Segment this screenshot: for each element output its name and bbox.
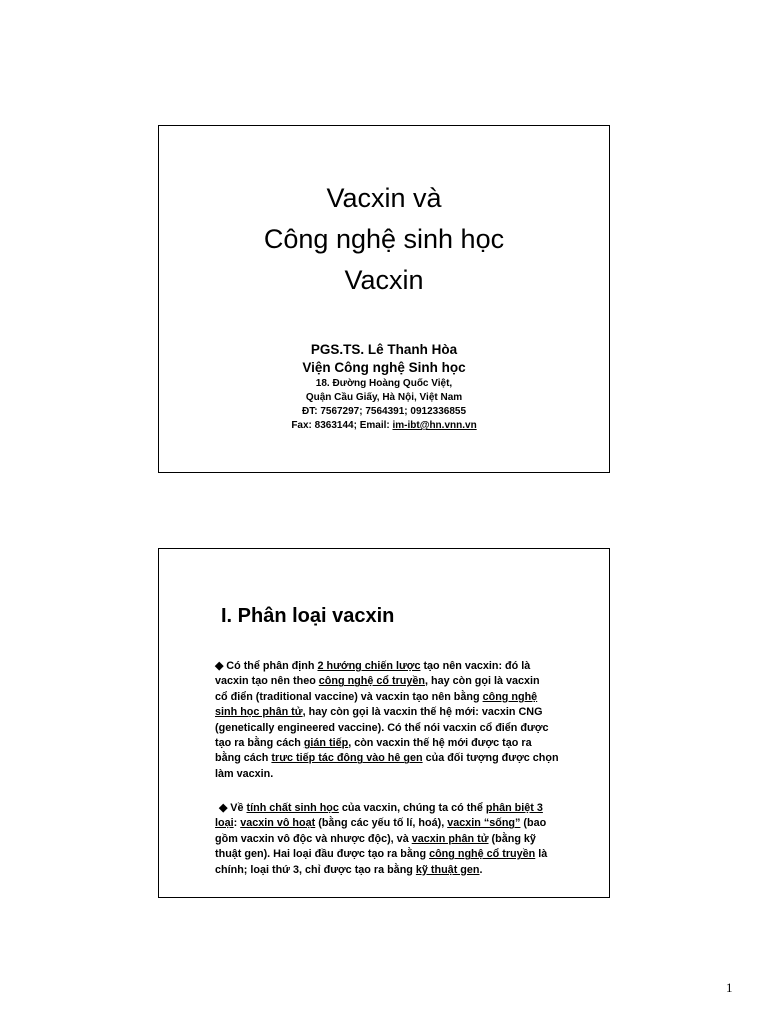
fax-email-line: [159, 419, 609, 433]
text-run: ◆ Về: [219, 802, 247, 814]
text-run: :: [233, 817, 241, 830]
title-slide: [158, 125, 610, 473]
biological-nature-paragraph: [215, 801, 609, 878]
paragraph-line: [215, 847, 609, 862]
underlined-term: vacxin phân tử: [411, 832, 489, 845]
strategy-paragraph: [215, 659, 609, 782]
underlined-term: gián tiếp: [303, 737, 349, 750]
text-run: là: [535, 848, 548, 861]
text-run: (bao: [520, 817, 547, 830]
text-run: chính; loại thứ 3, chỉ được tạo ra bằng: [215, 863, 416, 876]
text-run: .: [479, 863, 483, 876]
underlined-term: loại: [215, 817, 234, 830]
text-run: làm vacxin.: [215, 767, 274, 780]
phone-line: ĐT: 7567297; 7564391; 0912336855: [301, 406, 467, 417]
address-line-2: Quận Cầu Giấy, Hà Nội, Việt Nam: [305, 392, 463, 403]
underlined-term: 2 hướng chiến lược: [317, 660, 421, 672]
title-line-3: Vacxin: [344, 265, 424, 295]
paragraph-line: [215, 801, 609, 816]
text-run: của vacxin, chúng ta có thể: [338, 802, 486, 814]
slide-title: [159, 178, 609, 301]
underlined-term: tính chất sinh học: [246, 802, 339, 814]
author-block: [159, 341, 609, 433]
text-run: ◆ Có thể phân định: [215, 660, 318, 672]
paragraph-line: [215, 751, 609, 766]
text-run: cổ điển (traditional vaccine) và vacxin tạo nên bằng: [215, 690, 483, 703]
paragraph-line: [215, 690, 609, 705]
underlined-term: phân biệt 3: [485, 802, 543, 814]
text-run: gồm vacxin vô độc và nhược độc), và: [215, 832, 412, 845]
underlined-term: trực tiếp tác động vào hệ gen: [271, 752, 423, 765]
text-run: (bằng các yếu tố lí, hoá),: [315, 817, 448, 830]
paragraph-line: [215, 767, 609, 782]
underlined-term: công nghệ: [482, 690, 538, 703]
slide-heading: I. Phân loại vacxin: [221, 605, 395, 627]
text-run: tạo ra bằng cách: [215, 737, 304, 750]
underlined-term: vacxin vô hoạt: [240, 817, 316, 830]
paragraph-line: [215, 863, 609, 878]
underlined-term: kỹ thuật gen: [415, 863, 480, 876]
paragraph-line: [215, 816, 609, 831]
paragraph-line: [215, 736, 609, 751]
paragraph-line: [215, 721, 609, 736]
classification-slide: [158, 548, 610, 898]
email-link[interactable]: im-ibt@hn.vnn.vn: [392, 420, 477, 431]
title-line-1: Vacxin và: [326, 183, 442, 213]
fax-text: Fax: 8363144; Email:: [291, 420, 393, 431]
paragraph-line: [215, 659, 609, 674]
author-name: PGS.TS. Lê Thanh Hòa: [310, 342, 458, 357]
paragraph-line: [215, 832, 609, 847]
title-line-2: Công nghệ sinh học: [263, 224, 505, 254]
text-run: , hay còn gọi là vacxin: [424, 675, 540, 688]
text-run: vacxin tạo nên theo: [215, 675, 319, 688]
address-line-1: 18. Đường Hoàng Quốc Việt,: [315, 378, 453, 389]
paragraph-line: [215, 674, 609, 689]
text-run: thuật gen). Hai loại đầu được tạo ra bằng: [215, 848, 430, 861]
paragraph-line: [215, 705, 609, 720]
institute-name: Viện Công nghệ Sinh học: [302, 360, 466, 375]
text-run: tạo nên vacxin: đó là: [420, 660, 531, 672]
page-number: 1: [726, 980, 733, 995]
underlined-term: công nghệ cổ truyền: [318, 675, 425, 688]
text-run: (bằng kỹ: [488, 832, 536, 845]
text-run: bằng cách: [215, 752, 272, 765]
text-run: của đối tượng được chọn: [422, 752, 559, 765]
text-run: , hay còn gọi là vacxin thế hệ mới: vacxin CNG: [302, 706, 543, 719]
text-run: , còn vacxin thế hệ mới được tạo ra: [348, 737, 532, 750]
underlined-term: sinh học phân tử: [215, 706, 303, 719]
underlined-term: công nghệ cổ truyền: [429, 848, 536, 861]
underlined-term: vacxin “sống”: [447, 817, 521, 830]
text-run: (genetically engineered vaccine). Có thể nói vacxin cổ điển được: [215, 721, 549, 734]
